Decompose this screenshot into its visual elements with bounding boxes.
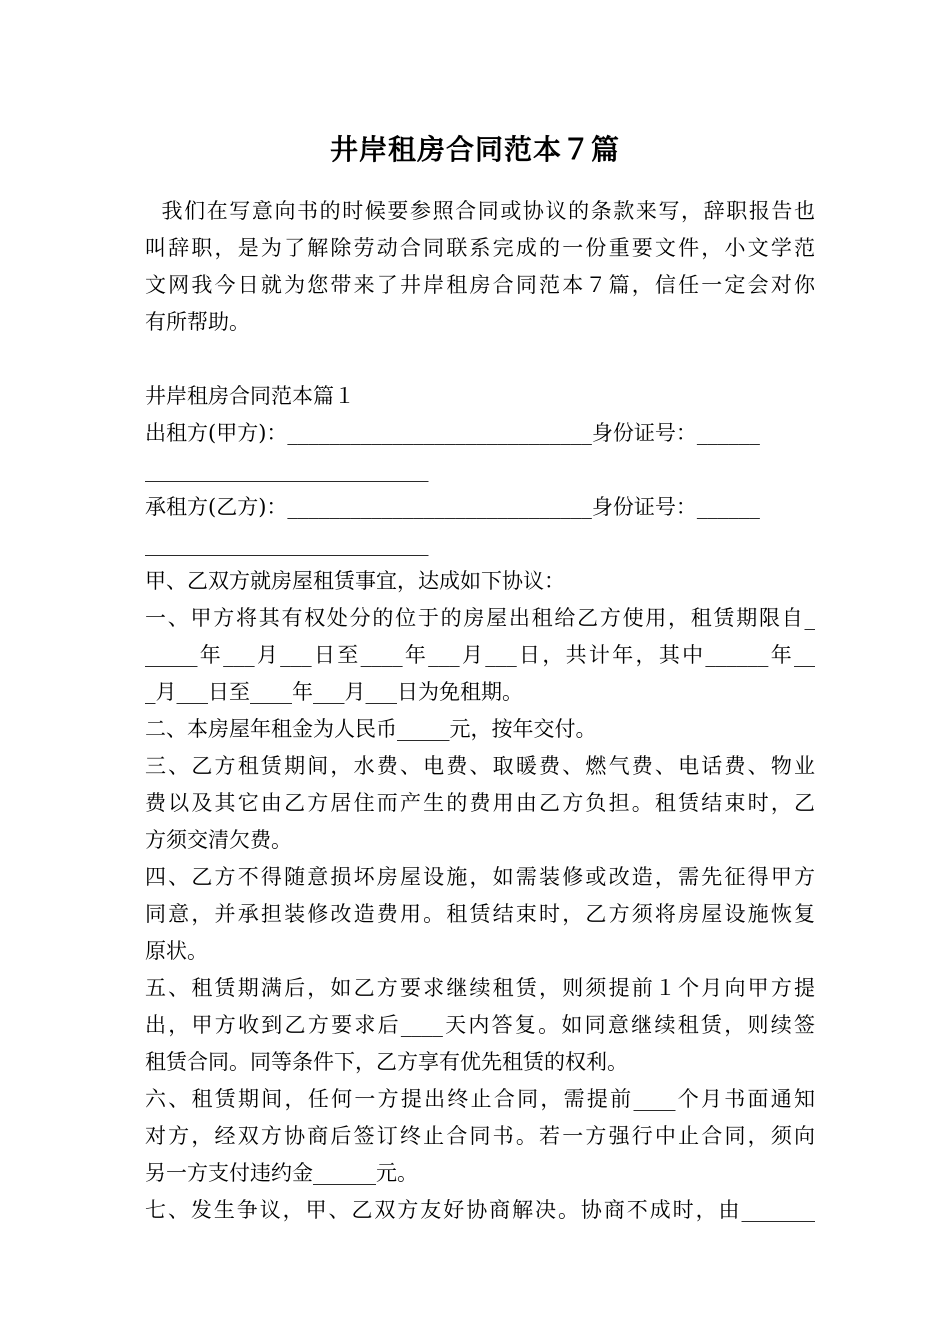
body-line: 出租方(甲方)：_____________________________身份证号：______ [145,421,760,445]
body-line: ___________________________ [145,532,429,556]
body-line: 租赁合同。同等条件下，乙方享有优先租赁的权利。 [145,1050,628,1074]
body-line: _____年___月___日至____年___月___日，共计年，其中______年__ [145,643,815,667]
body-line: 另一方支付违约金______元。 [145,1161,418,1185]
body-line: 出，甲方收到乙方要求后____天内答复。如同意继续租赁，则续签 [145,1013,815,1037]
body-line: 一、甲方将其有权处分的位于的房屋出租给乙方使用，租赁期限自_ [145,606,815,630]
intro-line: 有所帮助。 [145,310,250,334]
body-line: 六、租赁期间，任何一方提出终止合同，需提前____个月书面通知 [145,1087,815,1111]
body-line: 七、发生争议，甲、乙双方友好协商解决。协商不成时，由_______ [145,1198,815,1222]
body-line: 费以及其它由乙方居住而产生的费用由乙方负担。租赁结束时，乙 [145,791,815,815]
intro-line: 叫辞职，是为了解除劳动合同联系完成的一份重要文件，小文学范 [145,236,815,260]
section-heading: 井岸租房合同范本篇１ [145,384,355,408]
body-line: _月___日至____年___月___日为免租期。 [145,680,523,704]
intro-line: 我们在写意向书的时候要参照合同或协议的条款来写，辞职报告也 [145,199,815,223]
body-line: 方须交清欠费。 [145,828,292,852]
body-line: 原状。 [145,939,208,963]
body-line: 承租方(乙方)：_____________________________身份证号：______ [145,495,760,519]
body-line: ___________________________ [145,458,429,482]
body-line: 三、乙方租赁期间，水费、电费、取暖费、燃气费、电话费、物业 [145,754,815,778]
document-title: 井岸租房合同范本７篇 [329,133,620,166]
intro-line: 文网我今日就为您带来了井岸租房合同范本７篇，信任一定会对你 [145,273,815,297]
body-line: 甲、乙双方就房屋租赁事宜，达成如下协议： [145,569,565,593]
body-line: 同意，并承担装修改造费用。租赁结束时，乙方须将房屋设施恢复 [145,902,815,926]
body-line: 对方，经双方协商后签订终止合同书。若一方强行中止合同，须向 [145,1124,815,1148]
body-line: 二、本房屋年租金为人民币_____元，按年交付。 [145,717,597,741]
body-line: 四、乙方不得随意损坏房屋设施，如需装修或改造，需先征得甲方 [145,865,815,889]
body-line: 五、租赁期满后，如乙方要求继续租赁，则须提前１个月向甲方提 [145,976,815,1000]
